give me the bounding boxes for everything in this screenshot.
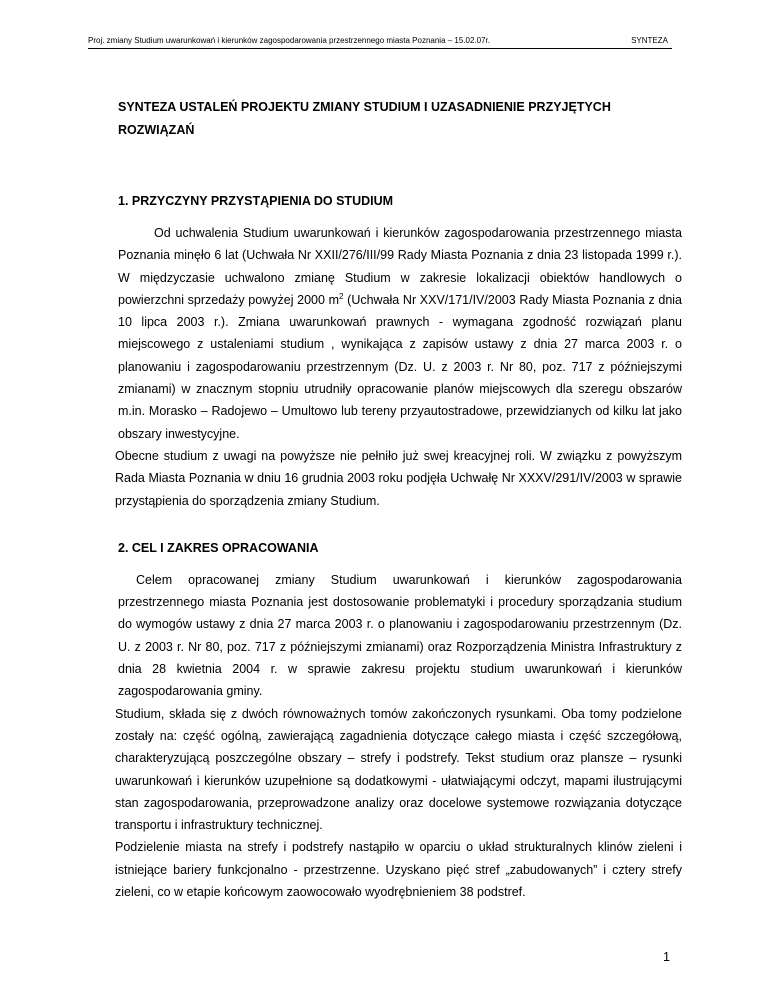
- section-2-paragraph-1: Celem opracowanej zmiany Studium uwarunkowań i kierunków zagospodarowania przestrzennego miasta Poznania jest dostosowanie problematyki i procedury sporządzania studium do wymogów ustawy z dnia 27 marca 2003 r. o planowaniu i zagospodarowaniu przestrzennym (Dz. U. z 2003 r. Nr 80, poz. 717 z późniejszymi zmianami) oraz Rozporządzenia Ministra Infrastruktury z dnia 28 kwietnia 2004 r. w sprawie zakresu projektu studium uwarunkowań i kierunków zagospodarowania gminy.: [118, 572, 682, 699]
- section-2-paragraph-2: Studium, składa się z dwóch równoważnych tomów zakończonych rysunkami. Oba tomy podzielone zostały na: część ogólną, zawierającą zagadnienia dotyczące całego miasta i część szczegółową, charakteryzującą poszczególne obszary – strefy i podstrefy. Tekst studium oraz plansze – rysunki uwarunkowań i kierunków uzupełnione są dodatkowymi - ułatwiającymi odczyt, mapami ilustrującymi stan zagospodarowania, przeprowadzone analizy oraz docelowe systemowe rozwiązania dotyczące transportu i infrastruktury technicznej.: [115, 706, 682, 833]
- page-number: 1: [663, 950, 670, 964]
- section-1-paragraph-1: [118, 222, 682, 445]
- header-section-label: SYNTEZA: [631, 36, 668, 45]
- section-2-paragraph-3: Podzielenie miasta na strefy i podstrefy nastąpiło w oparciu o układ strukturalnych klinów zieleni i istniejące bariery funkcjonalno - przestrzenne. Uzyskano pięć stref „zabudowanych” i cztery strefy zieleni, co w etapie końcowym zaowocowało wyodrębnieniem 38 podstref.: [115, 840, 682, 900]
- section-1-heading: 1. PRZYCZYNY PRZYSTĄPIENIA DO STUDIUM: [118, 194, 394, 208]
- superscript-2: 2: [339, 291, 344, 301]
- section-2-heading: 2. CEL I ZAKRES OPRACOWANIA: [118, 540, 319, 555]
- section-1-paragraph-1-text-a: Od uchwalenia Studium uwarunkowań i kierunków zagospodarowania przestrzennego miasta Poznania minęło 6 lat (Uchwała Nr XXII/276/III/99 Rady Miasta Poznania z dnia 23 listopada 1999 r.). W międzyczasie uchwalono zmianę Studium w zakresie lokalizacji obiektów handlowych o powierzchni sprzedaży powyżej 2000 m: [118, 226, 682, 307]
- section-1-paragraph-2: Obecne studium z uwagi na powyższe nie pełniło już swej kreacyjnej roli. W związku z powyższym Rada Miasta Poznania w dniu 16 grudnia 2003 roku podjęła Uchwałę Nr XXXV/291/IV/2003 w sprawie przystąpienia do sporządzenia zmiany Studium.: [115, 448, 682, 508]
- page-header: [88, 34, 672, 49]
- page-title: SYNTEZA USTALEŃ PROJEKTU ZMIANY STUDIUM I UZASADNIENIE PRZYJĘTYCH ROZWIĄZAŃ: [118, 100, 611, 137]
- document-body: [115, 96, 683, 903]
- section-1-paragraph-1-text-b: (Uchwała Nr XXV/171/IV/2003 Rady Miasta Poznania z dnia 10 lipca 2003 r.). Zmiana uwarunkowań prawnych - wymagana zgodność rozwiązań planu miejscowego z ustaleniami studium , wynikająca z zapisów ustawy z dnia 27 marca 2003 r. o planowaniu i zagospodarowaniu przestrzennym (Dz. U. z 2003 r. Nr 80, poz. 717 z późniejszymi zmianami) w znacznym stopniu utrudniły opracowanie planów miejscowych dla szeregu obszarów m.in. Morasko – Radojewo – Umultowo lub tereny przyautostradowe, przewidzianych od kilku lat jako obszary inwestycyjne.: [118, 292, 683, 441]
- header-document-title: Proj. zmiany Studium uwarunkowań i kierunków zagospodarowania przestrzennego miasta Poznania – 15.02.07r.: [88, 36, 491, 45]
